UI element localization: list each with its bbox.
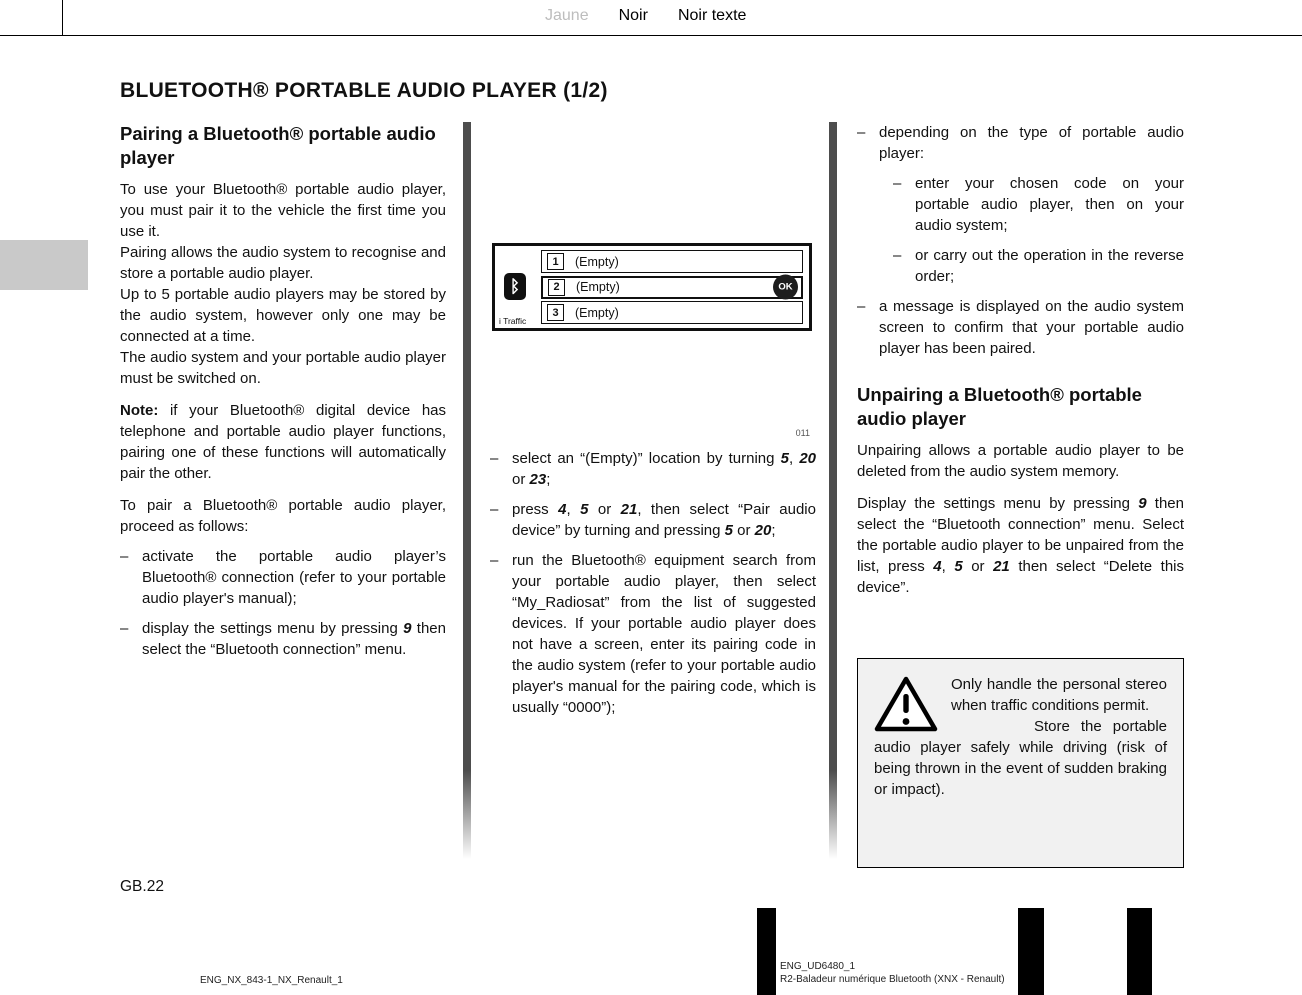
tab-noir-texte[interactable]: Noir texte xyxy=(677,7,747,24)
paragraph: Unpairing allows a portable audio player to be deleted from the audio system memory. xyxy=(857,442,1184,480)
traffic-label: i Traffic xyxy=(499,316,527,326)
proof-tabs xyxy=(545,7,746,25)
registration-mark xyxy=(1127,908,1152,995)
registration-mark xyxy=(757,908,776,995)
paragraph: Up to 5 portable audio players may be stored by the audio system, however only one may be connected at a time. xyxy=(120,286,446,345)
bullet-dash: – xyxy=(490,450,499,467)
paragraph: Pairing allows the audio system to recognise and store a portable audio player. xyxy=(120,244,446,282)
list-item xyxy=(490,448,816,490)
tab-jaune[interactable]: Jaune xyxy=(545,7,589,24)
column-divider-bar xyxy=(463,122,471,859)
page-title: BLUETOOTH® PORTABLE AUDIO PLAYER (1/2) xyxy=(120,79,608,102)
slot-label: (Empty) xyxy=(576,280,620,294)
paragraph: Display the settings menu by pressing 9 then select the “Bluetooth connection” menu. Select the portable audio player to be unpaired from the list, press 4, 5 or 21 then select “Delete this device”. xyxy=(857,495,1185,596)
footer-ref-line2: R2-Baladeur numérique Bluetooth (XNX - Renault) xyxy=(780,973,1005,985)
list-item-text: a message is displayed on the audio system screen to confirm that your portable audio player has been paired. xyxy=(879,298,1184,357)
unpairing-heading: Unpairing a Bluetooth® portable audio player xyxy=(857,384,1142,429)
slot-row-1 xyxy=(541,250,803,273)
slot-number: 3 xyxy=(547,304,564,321)
paragraph: To pair a Bluetooth® portable audio player, proceed as follows: xyxy=(120,497,446,535)
footer-reference-center xyxy=(780,961,1005,986)
column-steps xyxy=(490,448,816,718)
list-item-text: select an “(Empty)” location by turning 5, 20 or 23; xyxy=(512,450,816,488)
bullet-dash: – xyxy=(857,124,866,141)
bullet-dash: – xyxy=(490,552,499,569)
sub-list-item xyxy=(857,245,1184,287)
slot-row-2-selected xyxy=(541,276,803,299)
warning-text-2: Store the portable audio player safely while driving (risk of being thrown in the event of sudden braking or impact). xyxy=(874,718,1167,798)
tab-noir[interactable]: Noir xyxy=(618,7,648,24)
list-item-text: run the Bluetooth® equipment search from your portable audio player, then select “My_Radiosat” from the list of suggested devices. If your portable audio player does not have a screen, enter its pairing code in the audio system (refer to your portable audio player's manual for the pairing code, which is usually “0000”); xyxy=(512,552,816,716)
ok-button-illustration: OK xyxy=(773,275,798,300)
column-unpairing xyxy=(857,122,1184,598)
warning-box xyxy=(857,658,1184,868)
bullet-dash: – xyxy=(893,175,902,192)
list-item xyxy=(490,499,816,541)
warning-text-1: Only handle the personal stereo when traffic conditions permit. xyxy=(951,676,1167,714)
proof-color-bar xyxy=(0,0,1302,36)
list-item-text: activate the portable audio player’s Bluetooth® connection (refer to your portable audio player's manual); xyxy=(142,548,446,607)
bullet-dash: – xyxy=(120,620,129,637)
figure-number: 011 xyxy=(795,428,810,438)
list-item xyxy=(490,550,816,718)
column-divider-bar xyxy=(829,122,837,859)
column-pairing xyxy=(120,122,446,660)
slot-label: (Empty) xyxy=(575,305,619,320)
paragraph: The audio system and your portable audio player must be switched on. xyxy=(120,349,446,387)
list-item-text: depending on the type of portable audio player: xyxy=(879,124,1184,162)
bullet-dash: – xyxy=(857,298,866,315)
display-left-panel xyxy=(495,246,541,328)
list-item xyxy=(857,122,1184,164)
paragraph: To use your Bluetooth® portable audio player, you must pair it to the vehicle the first time you use it. xyxy=(120,181,446,240)
list-item xyxy=(120,618,446,660)
footer-ref-line1: ENG_UD6480_1 xyxy=(780,961,856,972)
slot-number: 1 xyxy=(547,253,564,270)
proof-bar-tick xyxy=(62,0,63,36)
warning-triangle-icon xyxy=(874,675,938,733)
section-tab-marker xyxy=(0,240,88,290)
slot-row-3 xyxy=(541,301,803,324)
list-item-text: or carry out the operation in the reverse order; xyxy=(915,247,1184,285)
display-slot-list xyxy=(541,246,809,328)
list-item-text: enter your chosen code on your portable audio player, then on your audio system; xyxy=(915,175,1184,234)
radio-display-illustration xyxy=(492,243,812,331)
bullet-dash: – xyxy=(893,247,902,264)
bluetooth-icon: ᛒ xyxy=(504,273,526,300)
note-paragraph: Note: if your Bluetooth® digital device has telephone and portable audio player functions, pairing one of these functions will automatically pair the other. xyxy=(120,402,446,482)
sub-list-item xyxy=(857,173,1184,236)
page-number: GB.22 xyxy=(120,878,164,895)
bullet-dash: – xyxy=(490,501,499,518)
list-item-text: press 4, 5 or 21, then select “Pair audio device” by turning and pressing 5 or 20; xyxy=(512,501,816,539)
list-item xyxy=(857,296,1184,359)
slot-label: (Empty) xyxy=(575,254,619,269)
bullet-dash: – xyxy=(120,548,129,565)
footer-reference-left: ENG_NX_843-1_NX_Renault_1 xyxy=(200,975,343,986)
slot-number: 2 xyxy=(548,279,565,296)
pairing-heading: Pairing a Bluetooth® portable audio player xyxy=(120,123,436,168)
registration-mark xyxy=(1018,908,1044,995)
list-item-text: display the settings menu by pressing 9 then select the “Bluetooth connection” menu. xyxy=(142,620,446,658)
list-item xyxy=(120,546,446,609)
